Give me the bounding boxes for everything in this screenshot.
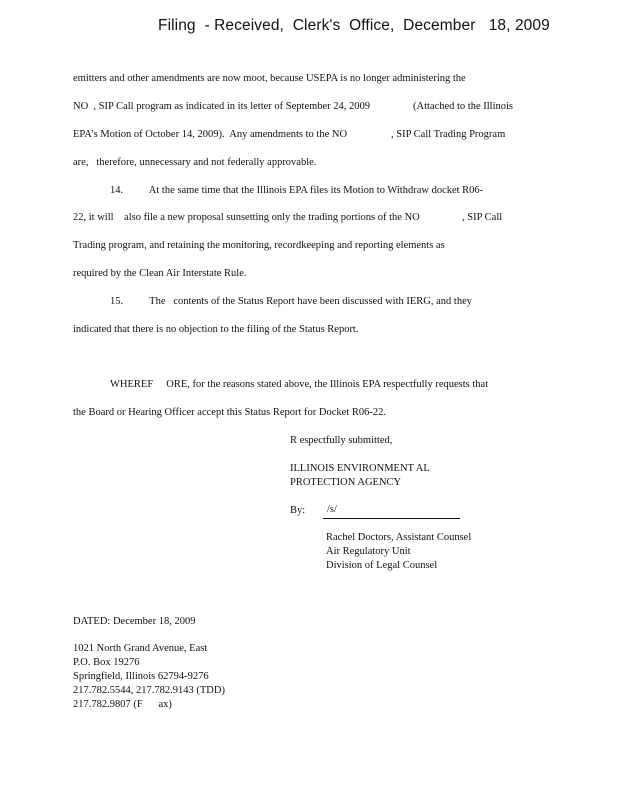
signature-mark: /s/ <box>327 504 337 515</box>
paragraph-14-line-3: Trading program, and retaining the monitoring, recordkeeping and reporting elements as <box>73 240 445 251</box>
filing-header-stamp: Filing - Received, Clerk's Office, December 18, 2009 <box>158 17 550 34</box>
address-line-3: Springfield, Illinois 62794-9276 <box>73 671 209 682</box>
phone-line: 217.782.5544, 217.782.9143 (TDD) <box>73 685 225 696</box>
wherefore-line-2: the Board or Hearing Officer accept this Status Report for Docket R06-22. <box>73 407 386 418</box>
paragraph-14-line-2b: , SIP Call <box>462 212 503 223</box>
paragraph-14-line-4: required by the Clean Air Interstate Rule. <box>73 268 247 279</box>
signature-underline <box>323 518 460 519</box>
body-line-3a: EPA’s Motion of October 14, 2009). Any amendments to the NO <box>73 129 348 140</box>
paragraph-15-line-2: indicated that there is no objection to the filing of the Status Report. <box>73 324 359 335</box>
body-line-4: are, therefore, unnecessary and not federally approvable. <box>73 157 317 168</box>
paragraph-14-line-1: 14. At the same time that the Illinois EPA files its Motion to Withdraw docket R06- <box>110 185 484 196</box>
body-line-2a: NO , SIP Call program as indicated in its letter of September 24, 2009 <box>73 101 371 112</box>
agency-name-line-2: PROTECTION AGENCY <box>290 477 402 488</box>
fax-line: 217.782.9807 (F ax) <box>73 699 172 710</box>
paragraph-14-line-2a: 22, it will also file a new proposal sunsetting only the trading portions of the NO <box>73 212 420 223</box>
closing-salutation: R espectfully submitted, <box>290 435 393 446</box>
signer-name-title: Rachel Doctors, Assistant Counsel <box>326 532 472 543</box>
signer-division: Division of Legal Counsel <box>326 560 438 571</box>
body-line-1: emitters and other amendments are now moot, because USEPA is no longer administering the <box>73 73 466 84</box>
agency-name-line-1: ILLINOIS ENVIRONMENT AL <box>290 463 430 474</box>
address-line-1: 1021 North Grand Avenue, East <box>73 643 208 654</box>
body-line-3b: , SIP Call Trading Program <box>391 129 506 140</box>
body-line-2b: (Attached to the Illinois <box>413 101 514 112</box>
signature-by-label: By: <box>290 505 306 516</box>
signer-unit: Air Regulatory Unit <box>326 546 411 557</box>
dated-line: DATED: December 18, 2009 <box>73 616 196 627</box>
wherefore-line-1: WHEREF ORE, for the reasons stated above, the Illinois EPA respectfully requests that <box>110 379 489 390</box>
paragraph-15-line-1: 15. The contents of the Status Report have been discussed with IERG, and they <box>110 296 472 307</box>
address-line-2: P.O. Box 19276 <box>73 657 140 668</box>
